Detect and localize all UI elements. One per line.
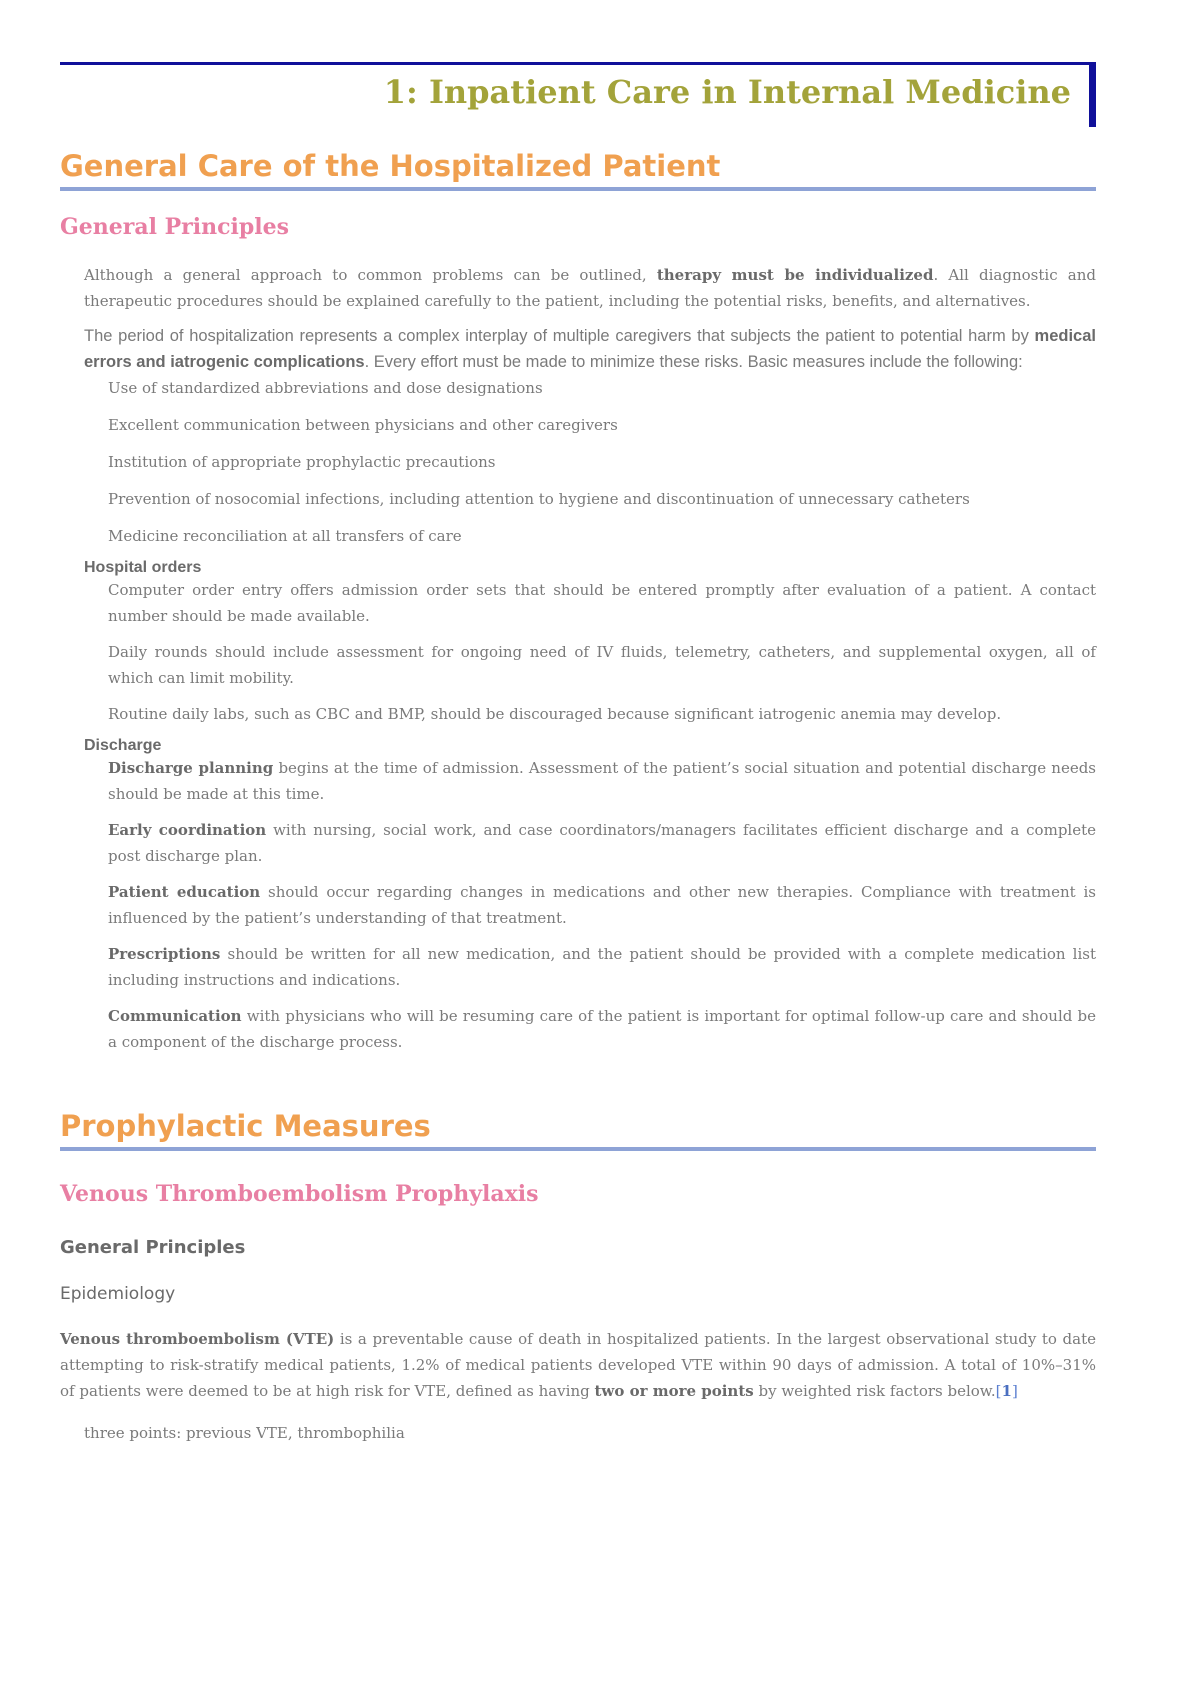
heading-epidemiology: Epidemiology	[60, 1284, 176, 1304]
list-item: Computer order entry offers admission order sets that should be entered promptly after evaluation of a patient. A contact number should be made available.	[108, 581, 1096, 625]
hospital-orders-label: Hospital orders	[84, 559, 202, 576]
list-item: Discharge planning begins at the time of admission. Assessment of the patient’s social situation and potential discharge needs should be made at this time.	[108, 759, 1096, 803]
list-item: Medicine reconciliation at all transfers of care	[108, 527, 462, 545]
section-title-prophylactic-measures: Prophylactic Measures	[60, 1109, 1096, 1151]
discharge-label: Discharge	[84, 737, 162, 754]
list-item: Prevention of nosocomial infections, including attention to hygiene and discontinuation of unnecessary catheters	[108, 490, 970, 508]
list-item: three points: previous VTE, thrombophilia	[84, 1424, 405, 1442]
paragraph-vte: Venous thromboembolism (VTE) is a preventable cause of death in hospitalized patients. In the largest observational study to date attempting to risk-stratify medical patients, 1.2% of medical patients developed VTE within 90 days of admission. A total of 10%–31% of patients were deemed to be at high risk for VTE, defined as having two or more points by weighted risk factors below.[1]	[60, 1330, 1096, 1400]
list-item: Routine daily labs, such as CBC and BMP, should be discouraged because significant iatrogenic anemia may develop.	[108, 705, 1002, 723]
paragraph-hospitalization: The period of hospitalization represents a complex interplay of multiple caregivers that subjects the patient to potential harm by medical errors and iatrogenic complications. Every effort must be made to minimize these risks. Basic measures include the following:	[84, 327, 1096, 371]
paragraph-individualized: Although a general approach to common problems can be outlined, therapy must be individualized. All diagnostic and therapeutic procedures should be explained carefully to the patient, including the potential risks, benefits, and alternatives.	[84, 266, 1096, 310]
list-item: Prescriptions should be written for all new medication, and the patient should be provided with a complete medication list including instructions and indications.	[108, 945, 1096, 989]
chapter-title: 1: Inpatient Care in Internal Medicine	[383, 73, 1071, 111]
list-item: Communication with physicians who will be resuming care of the patient is important for optimal follow-up care and should be a component of the discharge process.	[108, 1007, 1096, 1051]
subsection-title-vte-prophylaxis: Venous Thromboembolism Prophylaxis	[60, 1181, 539, 1207]
chapter-header	[60, 62, 1096, 127]
page	[60, 62, 1096, 1446]
section-title-general-care: General Care of the Hospitalized Patient	[60, 149, 1096, 191]
list-item: Daily rounds should include assessment for ongoing need of IV fluids, telemetry, catheters, and supplemental oxygen, all of which can limit mobility.	[108, 643, 1096, 687]
subsection-title-general-principles: General Principles	[60, 214, 290, 240]
list-item: Use of standardized abbreviations and dose designations	[108, 379, 543, 397]
list-item: Early coordination with nursing, social work, and case coordinators/managers facilitates efficient discharge and a complete post discharge plan.	[108, 821, 1096, 865]
heading-general-principles: General Principles	[60, 1237, 246, 1258]
list-item: Institution of appropriate prophylactic precautions	[108, 453, 496, 471]
list-item: Excellent communication between physicians and other caregivers	[108, 416, 618, 434]
list-item: Patient education should occur regarding changes in medications and other new therapies. Compliance with treatment is influenced by the patient’s understanding of that treatment.	[108, 883, 1096, 927]
basic-measures-list	[60, 375, 1096, 549]
reference-link[interactable]: [1]	[995, 1382, 1018, 1400]
